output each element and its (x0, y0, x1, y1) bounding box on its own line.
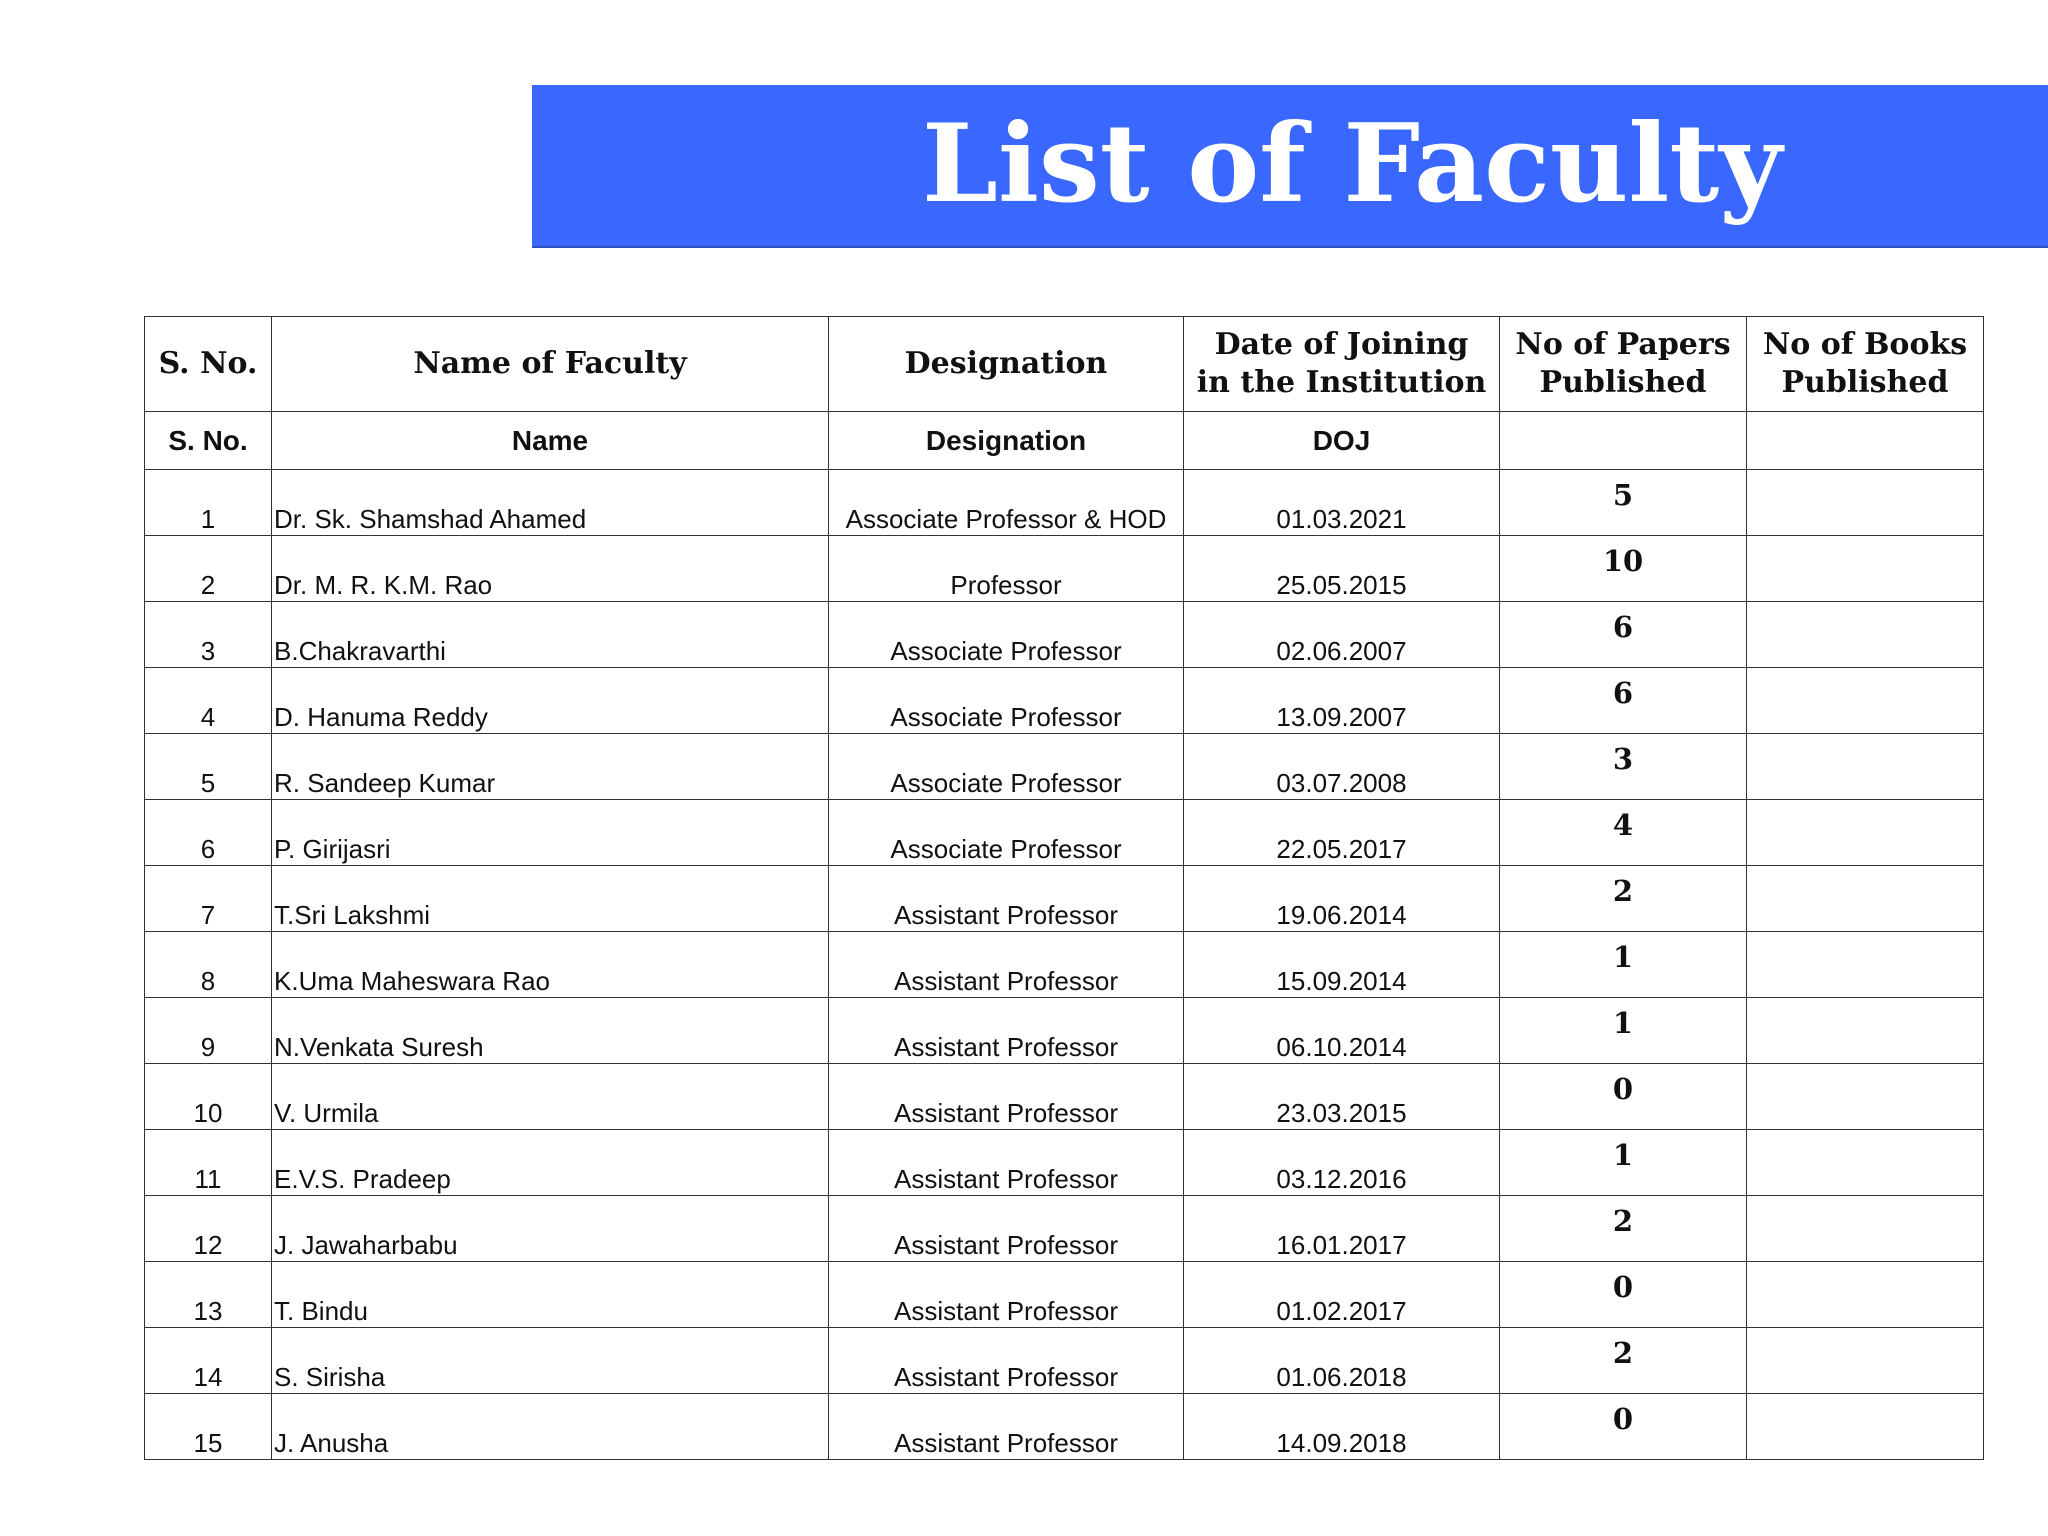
cell-books-count (1747, 1196, 1984, 1262)
cell-designation: Professor (829, 536, 1184, 602)
cell-sno: 7 (145, 866, 272, 932)
cell-faculty-name: J. Anusha (272, 1394, 829, 1460)
cell-papers-count: 10 (1500, 536, 1747, 602)
cell-faculty-name: R. Sandeep Kumar (272, 734, 829, 800)
cell-doj: 01.06.2018 (1184, 1328, 1500, 1394)
cell-designation: Associate Professor & HOD (829, 470, 1184, 536)
cell-books-count (1747, 1130, 1984, 1196)
cell-books-count (1747, 602, 1984, 668)
table-row (145, 1394, 1984, 1460)
table-row (145, 734, 1984, 800)
table-row (145, 470, 1984, 536)
cell-designation: Associate Professor (829, 800, 1184, 866)
cell-papers-count: 1 (1500, 998, 1747, 1064)
title-banner (532, 85, 2048, 248)
header-books: No of Books Published (1747, 317, 1984, 412)
cell-papers-count: 0 (1500, 1262, 1747, 1328)
cell-sno: 13 (145, 1262, 272, 1328)
table-row (145, 668, 1984, 734)
header-doj: Date of Joining in the Institution (1184, 317, 1500, 412)
cell-books-count (1747, 536, 1984, 602)
cell-doj: 06.10.2014 (1184, 998, 1500, 1064)
cell-papers-count: 0 (1500, 1394, 1747, 1460)
cell-doj: 25.05.2015 (1184, 536, 1500, 602)
cell-faculty-name: N.Venkata Suresh (272, 998, 829, 1064)
cell-faculty-name: T. Bindu (272, 1262, 829, 1328)
cell-books-count (1747, 1394, 1984, 1460)
cell-designation: Assistant Professor (829, 998, 1184, 1064)
cell-doj: 23.03.2015 (1184, 1064, 1500, 1130)
cell-faculty-name: V. Urmila (272, 1064, 829, 1130)
header-name: Name of Faculty (272, 317, 829, 412)
cell-papers-count: 6 (1500, 602, 1747, 668)
table-row (145, 1064, 1984, 1130)
cell-designation: Assistant Professor (829, 932, 1184, 998)
cell-doj: 13.09.2007 (1184, 668, 1500, 734)
cell-doj: 19.06.2014 (1184, 866, 1500, 932)
cell-papers-count: 2 (1500, 1196, 1747, 1262)
cell-faculty-name: D. Hanuma Reddy (272, 668, 829, 734)
cell-faculty-name: Dr. M. R. K.M. Rao (272, 536, 829, 602)
cell-papers-count: 1 (1500, 1130, 1747, 1196)
cell-faculty-name: Dr. Sk. Shamshad Ahamed (272, 470, 829, 536)
subheader-designation: Designation (829, 412, 1184, 470)
table-row (145, 998, 1984, 1064)
header-sno: S. No. (145, 317, 272, 412)
cell-books-count (1747, 800, 1984, 866)
table-row (145, 1328, 1984, 1394)
cell-designation: Associate Professor (829, 668, 1184, 734)
cell-doj: 03.12.2016 (1184, 1130, 1500, 1196)
page-title: List of Faculty (922, 101, 1783, 227)
cell-sno: 1 (145, 470, 272, 536)
cell-papers-count: 5 (1500, 470, 1747, 536)
cell-sno: 10 (145, 1064, 272, 1130)
cell-faculty-name: S. Sirisha (272, 1328, 829, 1394)
table-row (145, 800, 1984, 866)
cell-papers-count: 3 (1500, 734, 1747, 800)
table-header-row (145, 317, 1984, 412)
cell-books-count (1747, 998, 1984, 1064)
table-row (145, 602, 1984, 668)
header-papers: No of Papers Published (1500, 317, 1747, 412)
subheader-sno: S. No. (145, 412, 272, 470)
cell-books-count (1747, 470, 1984, 536)
cell-sno: 5 (145, 734, 272, 800)
cell-designation: Assistant Professor (829, 1262, 1184, 1328)
subheader-doj: DOJ (1184, 412, 1500, 470)
cell-books-count (1747, 1328, 1984, 1394)
subheader-papers (1500, 412, 1747, 470)
cell-doj: 14.09.2018 (1184, 1394, 1500, 1460)
subheader-books (1747, 412, 1984, 470)
cell-books-count (1747, 866, 1984, 932)
cell-designation: Associate Professor (829, 602, 1184, 668)
cell-doj: 01.03.2021 (1184, 470, 1500, 536)
cell-sno: 14 (145, 1328, 272, 1394)
cell-designation: Assistant Professor (829, 1064, 1184, 1130)
cell-papers-count: 2 (1500, 1328, 1747, 1394)
cell-books-count (1747, 1262, 1984, 1328)
header-designation: Designation (829, 317, 1184, 412)
cell-books-count (1747, 1064, 1984, 1130)
faculty-table (144, 316, 1984, 1460)
cell-faculty-name: J. Jawaharbabu (272, 1196, 829, 1262)
cell-faculty-name: B.Chakravarthi (272, 602, 829, 668)
cell-papers-count: 1 (1500, 932, 1747, 998)
cell-doj: 01.02.2017 (1184, 1262, 1500, 1328)
cell-sno: 15 (145, 1394, 272, 1460)
cell-doj: 15.09.2014 (1184, 932, 1500, 998)
cell-books-count (1747, 668, 1984, 734)
cell-faculty-name: K.Uma Maheswara Rao (272, 932, 829, 998)
cell-sno: 2 (145, 536, 272, 602)
cell-faculty-name: P. Girijasri (272, 800, 829, 866)
subheader-name: Name (272, 412, 829, 470)
cell-papers-count: 6 (1500, 668, 1747, 734)
cell-sno: 11 (145, 1130, 272, 1196)
cell-sno: 9 (145, 998, 272, 1064)
cell-designation: Assistant Professor (829, 1394, 1184, 1460)
cell-doj: 16.01.2017 (1184, 1196, 1500, 1262)
cell-papers-count: 2 (1500, 866, 1747, 932)
cell-designation: Assistant Professor (829, 1328, 1184, 1394)
cell-papers-count: 0 (1500, 1064, 1747, 1130)
table-subheader-row (145, 412, 1984, 470)
cell-papers-count: 4 (1500, 800, 1747, 866)
cell-designation: Assistant Professor (829, 866, 1184, 932)
cell-sno: 6 (145, 800, 272, 866)
table-row (145, 1262, 1984, 1328)
cell-doj: 02.06.2007 (1184, 602, 1500, 668)
table-row (145, 1130, 1984, 1196)
cell-sno: 4 (145, 668, 272, 734)
cell-designation: Associate Professor (829, 734, 1184, 800)
cell-designation: Assistant Professor (829, 1130, 1184, 1196)
cell-faculty-name: T.Sri Lakshmi (272, 866, 829, 932)
cell-books-count (1747, 734, 1984, 800)
table-row (145, 866, 1984, 932)
table-row (145, 536, 1984, 602)
table-row (145, 932, 1984, 998)
table-row (145, 1196, 1984, 1262)
cell-sno: 3 (145, 602, 272, 668)
cell-doj: 03.07.2008 (1184, 734, 1500, 800)
cell-designation: Assistant Professor (829, 1196, 1184, 1262)
cell-sno: 12 (145, 1196, 272, 1262)
cell-doj: 22.05.2017 (1184, 800, 1500, 866)
cell-sno: 8 (145, 932, 272, 998)
cell-books-count (1747, 932, 1984, 998)
cell-faculty-name: E.V.S. Pradeep (272, 1130, 829, 1196)
